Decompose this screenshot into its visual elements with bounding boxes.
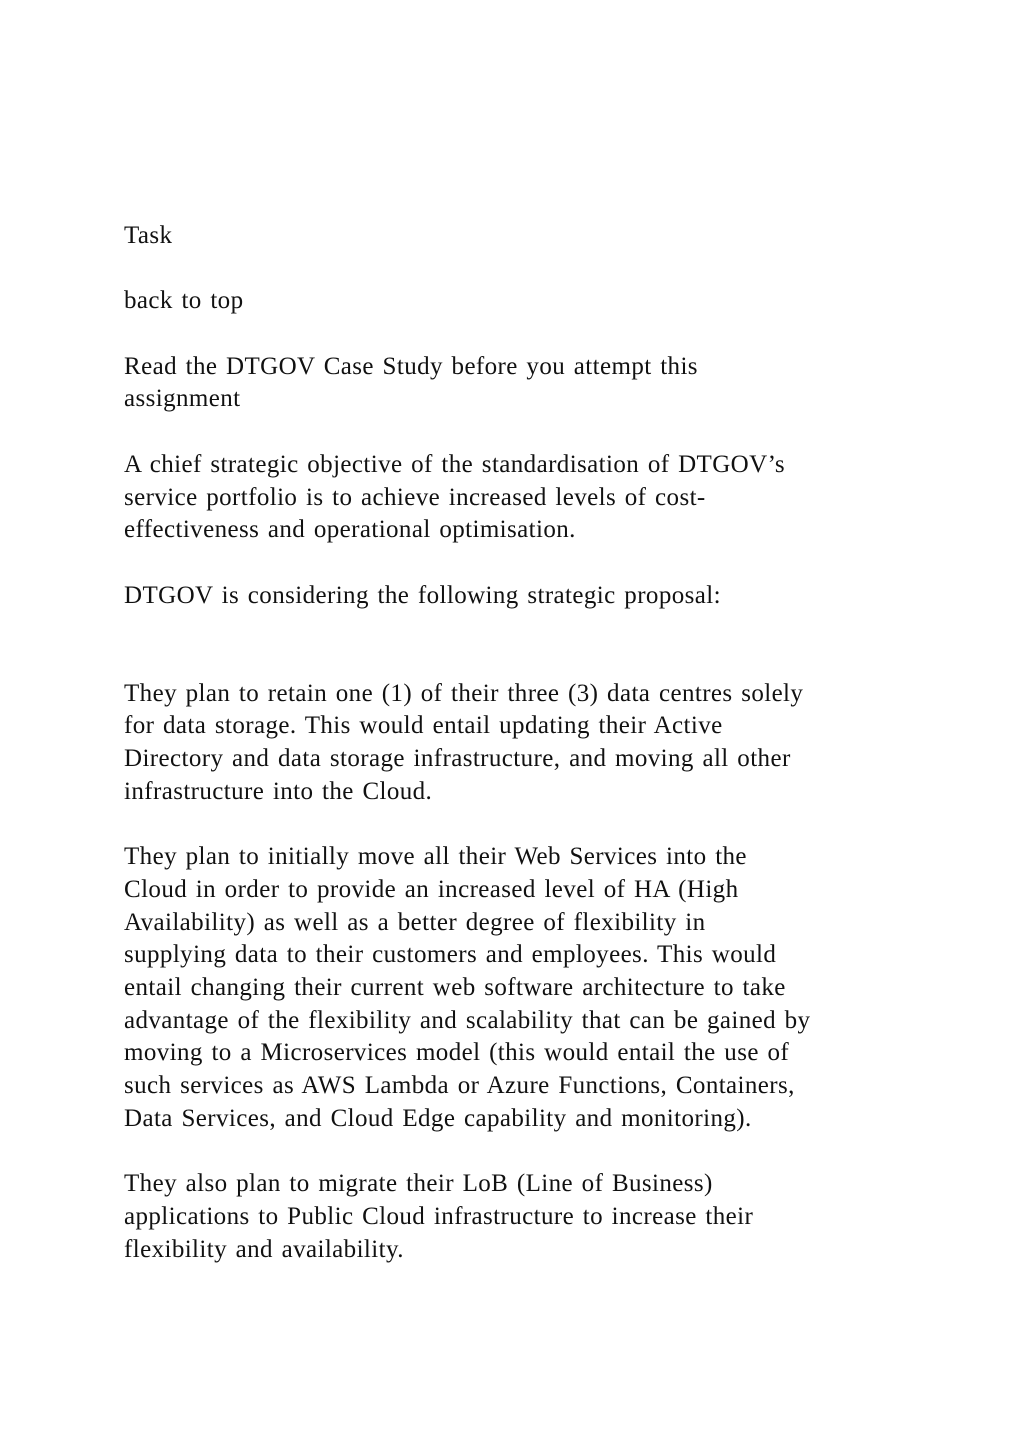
- spacer: [124, 416, 914, 449]
- proposal-lob-paragraph: They also plan to migrate their LoB (Line of Business) applications to Public Cloud infrastructure to increase their flexibility and availability.: [124, 1170, 754, 1263]
- proposal-web-services-paragraph: They plan to initially move all their Web Services into the Cloud in order to provide an increased level of HA (High Availability) as well as a better degree of flexibility in supplying data to their customers and employees. This would entail changing their current web software architecture to take advantage of the flexibility and scalability that can be gained by moving to a Microservices model (this would entail the use of such services as AWS Lambda or Azure Functions, Containers, Data Services, and Cloud Edge capability and monitoring).: [124, 843, 811, 1132]
- back-to-top-link-text[interactable]: back to top: [124, 287, 244, 315]
- back-to-top-link[interactable]: [124, 285, 914, 318]
- intro-paragraph: Read the DTGOV Case Study before you attempt this assignment: [124, 352, 698, 413]
- spacer: [124, 253, 914, 286]
- spacer: [124, 809, 914, 842]
- considering-paragraph: DTGOV is considering the following strategic proposal:: [124, 581, 721, 609]
- task-heading: Task: [124, 222, 173, 249]
- spacer: [124, 318, 914, 351]
- objective-paragraph: A chief strategic objective of the standardisation of DTGOV’s service portfolio is to achieve increased levels of cost- effectiveness and operational optimisation.: [124, 450, 786, 544]
- proposal-data-centre-paragraph: They plan to retain one (1) of their three (3) data centres solely for data storage. This would entail updating their Active Directory and data storage infrastructure, and moving all other infrastructure into the Cloud.: [124, 679, 804, 805]
- document-body: [124, 220, 914, 1266]
- spacer: [124, 547, 914, 580]
- spacer: [124, 612, 914, 677]
- spacer: [124, 1136, 914, 1169]
